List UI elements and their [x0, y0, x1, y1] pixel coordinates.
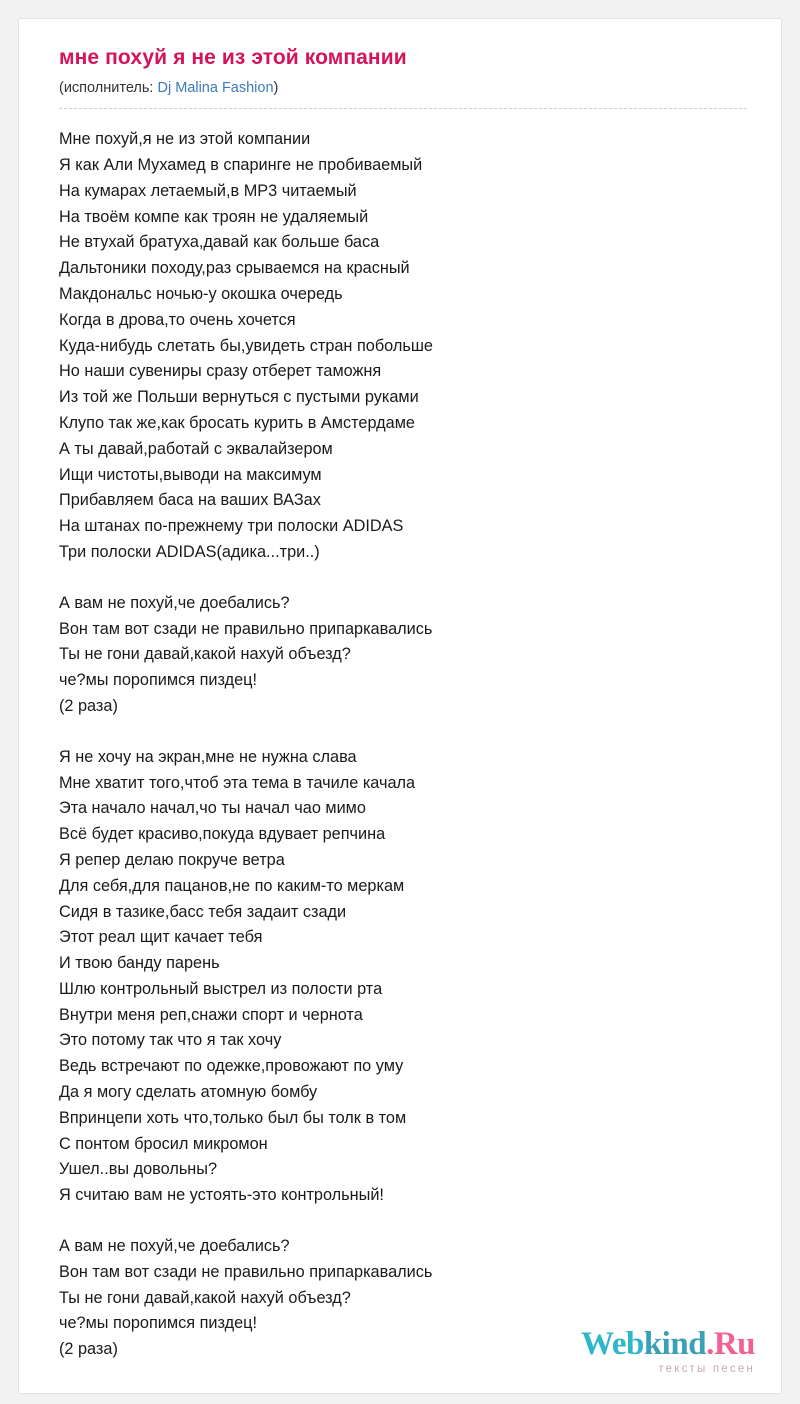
- lyrics-line: Я не хочу на экран,мне не нужна слава: [59, 747, 357, 766]
- lyrics-stanza: [59, 591, 747, 720]
- lyrics-line: Для себя,для пацанов,не по каким-то меркам: [59, 876, 405, 895]
- lyrics-line: На твоём компе как троян не удаляемый: [59, 207, 369, 226]
- lyrics-line: Это потому так что я так хочу: [59, 1031, 282, 1050]
- lyrics-line: Всё будет красиво,покуда вдувает репчина: [59, 825, 386, 844]
- lyrics-line: Я репер делаю покруче ветра: [59, 850, 285, 869]
- lyrics-line: Куда-нибудь слетать бы,увидеть стран побольше: [59, 336, 433, 355]
- lyrics-line: И твою банду парень: [59, 954, 220, 973]
- lyrics-line: (2 раза): [59, 696, 118, 715]
- artist-suffix-label: ): [273, 80, 279, 97]
- lyrics-line: Ищи чистоты,выводи на максимум: [59, 465, 322, 484]
- watermark-logo: [581, 1325, 755, 1362]
- watermark-kind: kind: [643, 1325, 707, 1362]
- lyrics-line: Не втухай братуха,давай как больше баса: [59, 233, 380, 252]
- lyrics-line: Прибавляем баса на ваших ВАЗах: [59, 491, 321, 510]
- lyrics-line: Ты не гони давай,какой нахуй объезд?: [59, 1288, 351, 1307]
- lyrics-line: Я считаю вам не устоять-это контрольный!: [59, 1186, 384, 1205]
- lyrics-line: Ведь встречают по одежке,провожают по уму: [59, 1057, 404, 1076]
- page-title: мне похуй я не из этой компании: [59, 46, 407, 69]
- watermark-dot: .: [706, 1325, 714, 1362]
- artist-link[interactable]: Dj Malina Fashion: [157, 80, 274, 97]
- site-watermark: [581, 1325, 755, 1376]
- lyrics-stanza: [59, 745, 747, 1209]
- lyrics-line: На штанах по-прежнему три полоски ADIDAS: [59, 517, 404, 536]
- lyrics-line: А вам не похуй,че доебались?: [59, 1237, 290, 1256]
- watermark-ru: Ru: [713, 1325, 755, 1362]
- lyrics-body: [59, 127, 747, 1363]
- lyrics-line: Я как Али Мухамед в спаринге не пробиваемый: [59, 155, 423, 174]
- watermark-web: Web: [581, 1325, 644, 1362]
- lyrics-line: Да я могу сделать атомную бомбу: [59, 1083, 318, 1102]
- lyrics-line: Мне хватит того,чтоб эта тема в тачиле качала: [59, 773, 416, 792]
- lyrics-line: Ушел..вы довольны?: [59, 1160, 218, 1179]
- artist-line: [59, 80, 747, 109]
- lyrics-line: Вон там вот сзади не правильно припаркавались: [59, 619, 433, 638]
- lyrics-line: А вам не похуй,че доебались?: [59, 593, 290, 612]
- lyrics-card: [18, 18, 782, 1394]
- lyrics-line: Шлю контрольный выстрел из полости рта: [59, 979, 383, 998]
- lyrics-line: Когда в дрова,то очень хочется: [59, 310, 296, 329]
- watermark-subtitle: тексты песен: [658, 1362, 755, 1375]
- lyrics-line: А ты давай,работай с эквалайзером: [59, 439, 333, 458]
- lyrics-line: Впринцепи хоть что,только был бы толк в том: [59, 1108, 407, 1127]
- lyrics-line: Три полоски ADIDAS(адика...три..): [59, 542, 320, 561]
- lyrics-line: Мне похуй,я не из этой компании: [59, 130, 311, 149]
- lyrics-line: Макдональс ночью-у окошка очередь: [59, 284, 343, 303]
- lyrics-line: Этот реал щит качает тебя: [59, 928, 263, 947]
- lyrics-line: Ты не гони давай,какой нахуй объезд?: [59, 645, 351, 664]
- lyrics-line: че?мы поропимся пиздец!: [59, 1314, 257, 1333]
- artist-prefix-label: (исполнитель:: [59, 80, 158, 97]
- lyrics-line: (2 раза): [59, 1340, 118, 1359]
- lyrics-line: Дальтоники походу,раз срываемся на красный: [59, 259, 410, 278]
- lyrics-line: Сидя в тазике,басс тебя задаит сзади: [59, 902, 347, 921]
- lyrics-line: Вон там вот сзади не правильно припаркавались: [59, 1262, 433, 1281]
- lyrics-line: Эта начало начал,чо ты начал чао мимо: [59, 799, 366, 818]
- lyrics-line: че?мы поропимся пиздец!: [59, 671, 257, 690]
- lyrics-line: На кумарах летаемый,в МР3 читаемый: [59, 181, 357, 200]
- lyrics-stanza: [59, 127, 747, 566]
- lyrics-line: Но наши сувениры сразу отберет таможня: [59, 362, 382, 381]
- lyrics-line: С понтом бросил микромон: [59, 1134, 268, 1153]
- lyrics-line: Из той же Польши вернуться с пустыми руками: [59, 388, 419, 407]
- lyrics-line: Клупо так же,как бросать курить в Амстердаме: [59, 413, 415, 432]
- lyrics-line: Внутри меня реп,снажи спорт и чернота: [59, 1005, 363, 1024]
